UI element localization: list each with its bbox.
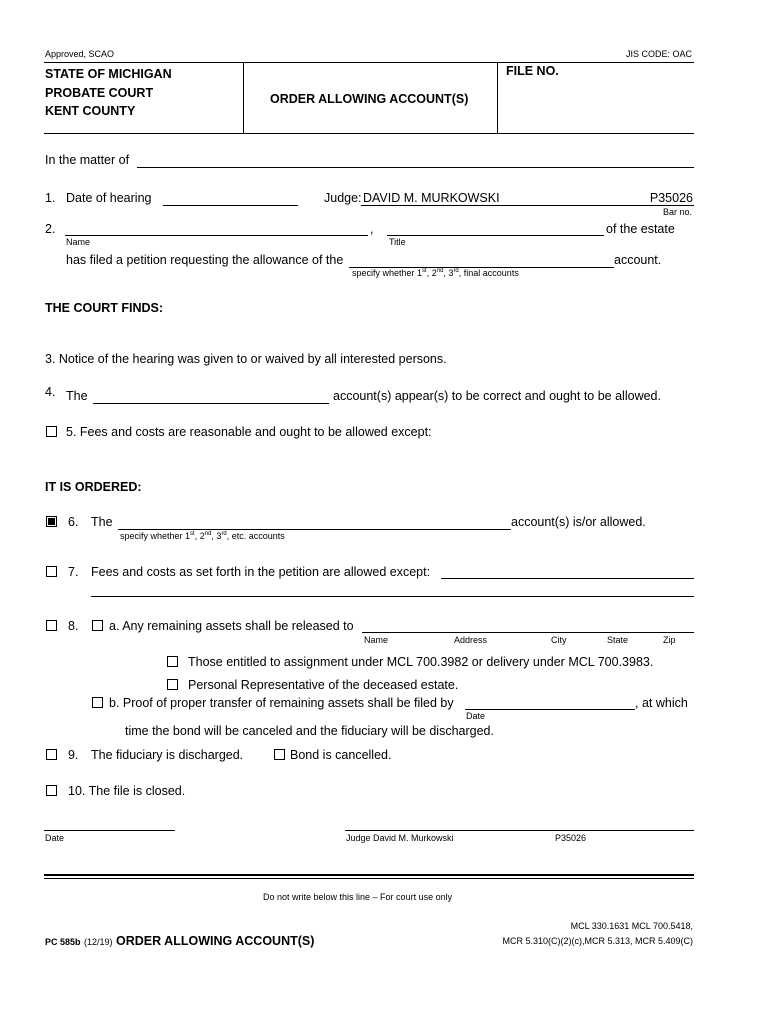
item9-text: The fiduciary is discharged. [91,748,244,762]
item4-line [93,403,329,404]
name-caption: Name [66,237,91,247]
item6-line [118,529,511,530]
file-no-label: FILE NO. [506,64,559,78]
at-which-text: , at which [635,696,688,710]
header-divider-1 [243,62,244,134]
approved-scao: Approved, SCAO [45,49,115,59]
court-name: PROBATE COURT [45,85,154,100]
item6-checkbox[interactable] [46,516,57,527]
ordered-heading: IT IS ORDERED: [45,480,142,494]
hearing-date-line [163,205,298,206]
item8-num: 8. [68,619,79,633]
account-type-input[interactable] [351,253,611,267]
court-use-rule-2 [44,878,694,879]
hearing-date-label: Date of hearing [66,191,152,205]
proof-date-input[interactable] [467,695,632,709]
item8-opt1-text: Those entitled to assignment under MCL 700.3982 or delivery under MCL 700.3983. [188,655,654,669]
item5-text: 5. Fees and costs are reasonable and ought to be allowed except: [66,425,432,439]
judge-signature-line [345,830,694,831]
petitioner-name-input[interactable] [67,221,365,235]
petitioner-title-input[interactable] [389,221,601,235]
item8a-text: a. Any remaining assets shall be released to [109,619,354,633]
item4-text: account(s) appear(s) to be correct and ought to be allowed. [333,389,661,403]
header-top-rule [44,62,694,63]
item9-checkbox[interactable] [46,749,57,760]
item2-comma: , [370,222,374,236]
release-to-input[interactable] [364,618,691,632]
form-title: ORDER ALLOWING ACCOUNT(S) [270,92,469,106]
item6-input[interactable] [120,515,508,529]
of-estate-text: of the estate [606,222,675,236]
bond-cancelled-checkbox[interactable] [274,749,285,760]
item8b-text: b. Proof of proper transfer of remaining assets shall be filed by [109,696,454,710]
item8-opt1-checkbox[interactable] [167,656,178,667]
sign-date-caption: Date [45,833,65,843]
matter-label: In the matter of [45,153,130,167]
judge-label: Judge: [324,191,362,205]
petitioner-title-line [387,235,604,236]
release-to-line [362,632,694,633]
bar-no-value: P35026 [649,191,693,205]
court-use-rule [44,874,694,876]
specify-caption-6: specify whether 1st, 2nd, 3rd, etc. accounts [120,531,285,541]
item8-opt2-text: Personal Representative of the deceased estate. [188,678,459,692]
matter-input[interactable] [140,153,690,167]
account-text: account. [614,253,662,267]
item3-text: 3. Notice of the hearing was given to or waived by all interested persons. [45,352,447,366]
court-block [45,65,172,121]
petition-text: has filed a petition requesting the allowance of the [66,253,344,267]
form-number: PC 585b [45,937,81,947]
bar-no-label: Bar no. [662,207,692,217]
item7-line-1 [441,578,694,579]
court-county: KENT COUNTY [45,104,136,118]
footer-title: ORDER ALLOWING ACCOUNT(S) [116,934,315,948]
item1-num: 1. [45,191,56,205]
footer-form-id [45,934,314,948]
item4-num: 4. [45,385,56,399]
mcl-citation-2: MCR 5.310(C)(2)(c),MCR 5.313, MCR 5.409(C) [502,936,693,946]
item6-text: account(s) is/or allowed. [511,515,646,529]
judge-line [361,205,694,206]
item5-checkbox[interactable] [46,426,57,437]
proof-date-caption: Date [466,711,486,721]
item7-input-2[interactable] [93,582,691,596]
judge-name: DAVID M. MURKOWSKI [363,191,500,205]
item7-line-2 [91,596,694,597]
caption-state: State [607,635,629,645]
title-caption: Title [389,237,406,247]
item8a-checkbox[interactable] [92,620,103,631]
item10-text: 10. The file is closed. [68,784,186,798]
form-revision: (12/19) [84,937,113,947]
bond-cancelled-text: Bond is cancelled. [290,748,392,762]
header-divider-2 [497,62,498,134]
caption-zip: Zip [663,635,676,645]
item7-checkbox[interactable] [46,566,57,577]
item8b-checkbox[interactable] [92,697,103,708]
caption-name: Name [364,635,389,645]
mcl-citation-1: MCL 330.1631 MCL 700.5418, [570,921,693,931]
item8b-continuation: time the bond will be canceled and the fiduciary will be discharged. [125,724,494,738]
petitioner-name-line [65,235,368,236]
item8-opt2-checkbox[interactable] [167,679,178,690]
judge-bar-no: P35026 [555,833,587,843]
court-finds-heading: THE COURT FINDS: [45,301,164,315]
item4-the: The [66,389,88,403]
sign-date-line [44,830,175,831]
header-bottom-rule [44,133,694,134]
caption-address: Address [454,635,488,645]
judge-signature-caption: Judge David M. Murkowski [346,833,454,843]
proof-date-line [465,709,635,710]
jis-code: JIS CODE: OAC [625,49,692,59]
item9-num: 9. [68,748,79,762]
specify-caption-2: specify whether 1st, 2nd, 3rd, final accounts [352,268,519,278]
item4-input[interactable] [95,389,326,403]
matter-line [137,167,694,168]
caption-city: City [551,635,567,645]
item10-checkbox[interactable] [46,785,57,796]
item6-num: 6. [68,515,79,529]
item2-num: 2. [45,222,56,236]
item7-num: 7. [68,565,79,579]
item8-checkbox[interactable] [46,620,57,631]
sign-date-input[interactable] [46,816,172,830]
court-state: STATE OF MICHIGAN [45,67,172,81]
court-use-text: Do not write below this line – For court use only [263,892,453,902]
item6-the: The [91,515,113,529]
item7-input-1[interactable] [443,564,691,578]
hearing-date-input[interactable] [165,191,295,205]
item7-text: Fees and costs as set forth in the petition are allowed except: [91,565,431,579]
